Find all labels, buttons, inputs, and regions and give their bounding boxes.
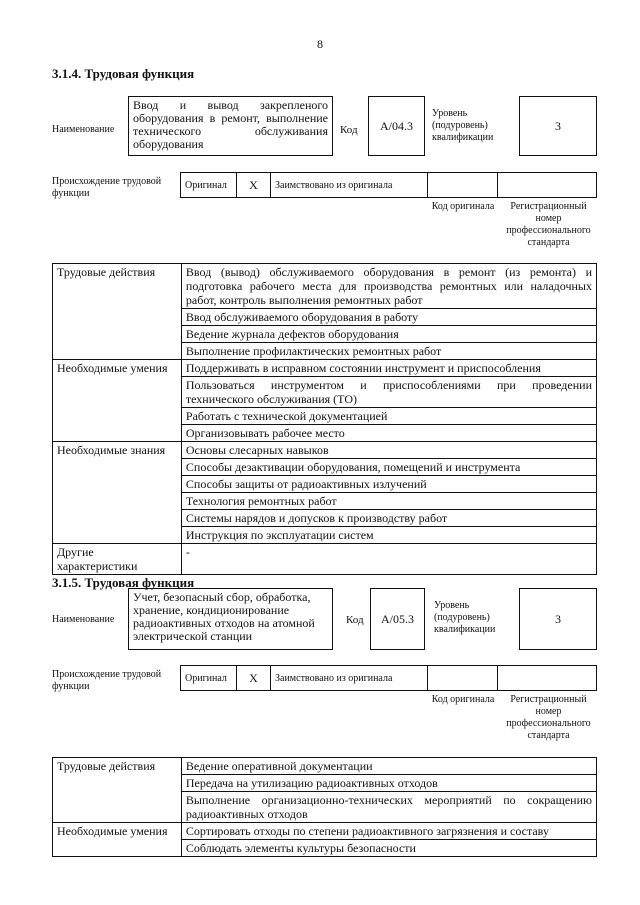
table-cell: Основы слесарных навыков [181, 442, 596, 459]
function-code: A/05.3 [370, 588, 425, 650]
original-label: Оригинал [181, 173, 237, 197]
row-header: Трудовые действия [53, 758, 182, 823]
table-cell: Выполнение организационно-технических мероприятий по сокращению радиоактивных отходов [181, 792, 596, 823]
table-cell: Поддерживать в исправном состоянии инструмент и приспособления [181, 360, 596, 377]
origin-label: Происхождение трудовой функции [52, 176, 162, 199]
table-cell: Работать с технической документацией [181, 408, 596, 425]
orig-code-cell [428, 173, 498, 197]
orig-code-caption: Код оригинала [431, 694, 495, 705]
table-cell: Способы защиты от радиоактивных излучений [181, 476, 596, 493]
qualification-level: 3 [519, 588, 597, 650]
function-name: Ввод и вывод закрепленого оборудования в ремонт, выполнение технического обслуживания оборудования [128, 96, 333, 156]
table-cell: Соблюдать элементы культуры безопасности [181, 840, 596, 857]
borrowed-label: Заимствовано из оригинала [271, 173, 428, 197]
code-label: Код [346, 614, 364, 626]
reg-number-cell [498, 173, 596, 197]
table-cell: Ведение оперативной документации [181, 758, 596, 775]
orig-code-caption: Код оригинала [431, 201, 495, 212]
table-cell: Технология ремонтных работ [181, 493, 596, 510]
name-label: Наименование [52, 614, 115, 625]
reg-number-cell [498, 666, 596, 690]
table-cell: Системы нарядов и допусков к производству работ [181, 510, 596, 527]
original-mark: X [237, 666, 271, 690]
row-header: Необходимые умения [53, 823, 182, 857]
function-name: Учет, безопасный сбор, обработка, хранение, кондиционирование радиоактивных отходов на атомной электрической станции [128, 588, 333, 650]
original-mark: X [237, 173, 271, 197]
row-header: Другие характеристики [53, 544, 182, 575]
row-header: Необходимые знания [53, 442, 182, 544]
qualification-level: 3 [519, 96, 597, 156]
level-label: Уровень (подуровень) квалификации [434, 600, 496, 635]
page-number: 8 [317, 37, 323, 51]
table-cell: Выполнение профилактических ремонтных работ [181, 343, 596, 360]
section-title: 3.1.4. Трудовая функция [52, 66, 195, 81]
origin-row [180, 172, 597, 198]
original-label: Оригинал [181, 666, 237, 690]
table-cell: Организовывать рабочее место [181, 425, 596, 442]
code-label: Код [340, 124, 358, 136]
table-cell: Ввод (вывод) обслуживаемого оборудования в ремонт (из ремонта) и подготовка рабочего места для производства ремонтных или наладочных работ, контроль выполнения ремонтных работ [181, 264, 596, 309]
row-header: Трудовые действия [53, 264, 182, 360]
table-cell: Передача на утилизацию радиоактивных отходов [181, 775, 596, 792]
section-title: 3.1.5. Трудовая функция [52, 575, 195, 590]
row-header: Необходимые умения [53, 360, 182, 442]
table-cell: Ввод обслуживаемого оборудования в работу [181, 309, 596, 326]
table-cell: Пользоваться инструментом и приспособлениями при проведении технического обслуживания (ТО) [181, 377, 596, 408]
table-cell: Инструкция по эксплуатации систем [181, 527, 596, 544]
name-label: Наименование [52, 124, 115, 135]
reg-number-caption: Регистрационный номер профессионального стандарта [506, 201, 591, 248]
function-code: A/04.3 [368, 96, 425, 156]
reg-number-caption: Регистрационный номер профессионального стандарта [506, 694, 591, 741]
function-table [52, 757, 597, 857]
origin-label: Происхождение трудовой функции [52, 669, 162, 692]
function-table [52, 263, 597, 575]
borrowed-label: Заимствовано из оригинала [271, 666, 428, 690]
origin-row [180, 665, 597, 691]
orig-code-cell [428, 666, 498, 690]
table-cell: Сортировать отходы по степени радиоактивного загрязнения и составу [181, 823, 596, 840]
table-cell: Ведение журнала дефектов оборудования [181, 326, 596, 343]
level-label: Уровень (подуровень) квалификации [432, 108, 494, 143]
table-cell: Способы дезактивации оборудования, помещений и инструмента [181, 459, 596, 476]
table-cell: - [181, 544, 596, 575]
